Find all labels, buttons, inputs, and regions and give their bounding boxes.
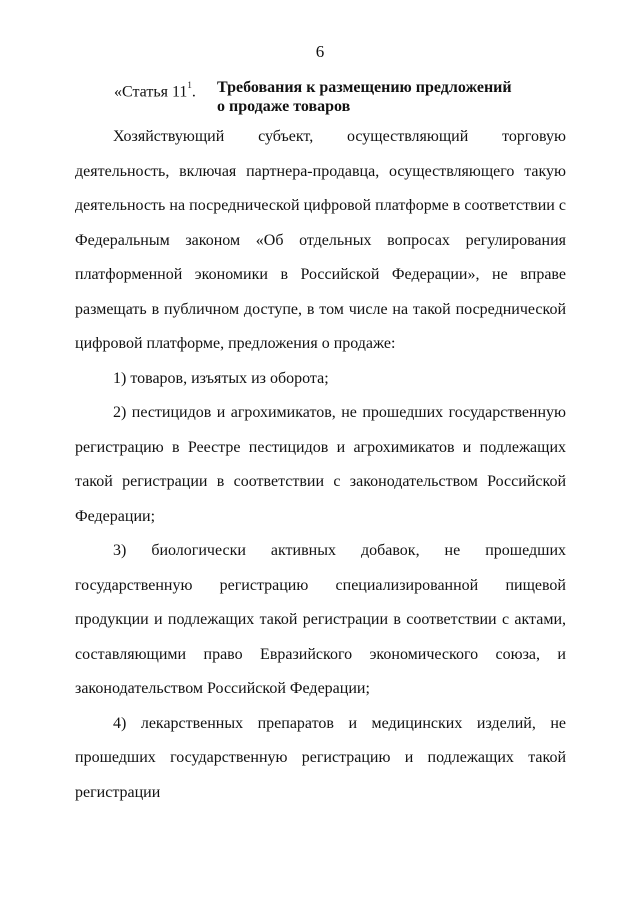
article-title-line-1: Требования к размещению предложений bbox=[217, 79, 512, 96]
article-title-line-2: о продаже товаров bbox=[217, 98, 351, 115]
article-superscript: 1 bbox=[187, 80, 192, 90]
list-item-1: 1) товаров, изъятых из оборота; bbox=[113, 369, 329, 387]
article-body bbox=[75, 120, 566, 810]
paragraph-intro: Хозяйствующий субъект, осуществляющий торговую деятельность, включая партнера-продавца, осуществляющего такую деятельность на посреднической цифровой платформе в соответствии с Федеральным законом «Об отдельных вопросах регулирования платформенной экономики в Российской Федерации», не вправе размещать в публичном доступе, в том числе на такой посреднической цифровой платформе, предложения о продаже: bbox=[75, 128, 566, 352]
list-item-3: 3) биологически активных добавок, не прошедших государственную регистрацию специализированной пищевой продукции и подлежащих такой регистрации в соответствии с актами, составляющими право Евразийского экономического союза, и законодательством Российской Федерации; bbox=[75, 542, 566, 697]
article-label: «Статья $11^1$. bbox=[114, 80, 196, 101]
article-title bbox=[217, 78, 597, 116]
list-item-4: 4) лекарственных препаратов и медицинских изделий, не прошедших государственную регистрацию и подлежащих такой регистрации bbox=[75, 714, 566, 801]
list-item-2: 2) пестицидов и агрохимикатов, не прошедших государственную регистрацию в Реестре пестицидов и агрохимикатов и подлежащих такой регистрации в соответствии с законодательством Российской Федерации; bbox=[75, 404, 566, 525]
page-number: 6 bbox=[315, 42, 325, 61]
